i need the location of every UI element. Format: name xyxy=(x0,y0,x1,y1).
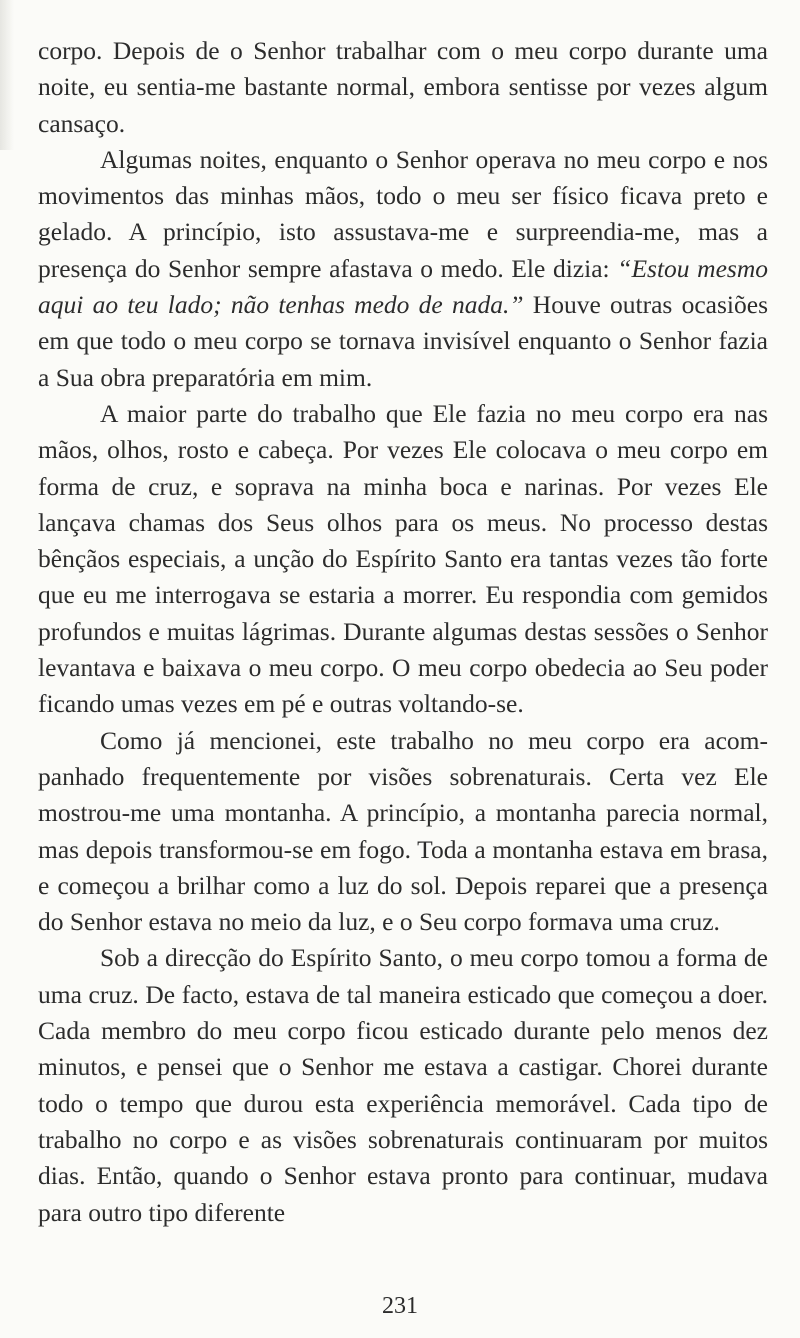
body-text xyxy=(38,33,768,1231)
paragraph-1-text: corpo. Depois de o Senhor trabalhar com o meu corpo durante uma noite, eu sentia-me bastante normal, embora sentisse por vezes algum cansaço. xyxy=(38,36,768,138)
page-number: 231 xyxy=(382,1293,418,1319)
paragraph-2-text-end: Houve outras ocasiões em que todo o meu corpo se tornava invisível enquanto o Senhor fazia a Sua obra preparatória em mim. xyxy=(38,290,768,392)
page-edge-shadow xyxy=(0,0,14,150)
paragraph-2-text-start: Algumas noites, enquanto o Senhor operava no meu corpo e nos movimentos das minhas mãos, todo o meu ser físico ficava preto e gelado. A princípio, isto assustava-me e surpreendia-me, mas a presença do Senhor sempre afastava o medo. Ele dizia: xyxy=(38,144,768,283)
paragraph-1 xyxy=(38,33,768,142)
paragraph-5 xyxy=(38,940,768,1230)
paragraph-3-text: A maior parte do trabalho que Ele fazia no meu corpo era nas mãos, olhos, rosto e cabeça. Por vezes Ele colocava o meu corpo em forma de cruz, e soprava na minha boca e narinas. Por vezes Ele lançava chamas dos Seus olhos para os meus. No processo destas bênçãos especiais, a unção do Espírito Santo era tantas vezes tão forte que eu me interrogava se estaria a morrer. Eu respondia com gemidos profundos e muitas lágrimas. Durante algumas destas sessões o Senhor levantava e baixava o meu corpo. O meu corpo obedecia ao Seu poder ficando umas vezes em pé e outras voltando-se. xyxy=(38,398,768,719)
paragraph-4 xyxy=(38,723,768,941)
paragraph-2 xyxy=(38,142,768,396)
paragraph-3 xyxy=(38,396,768,723)
paragraph-4-text: Como já mencionei, este trabalho no meu corpo era acompanhado frequentemente por visões sobrenaturais. Certa vez Ele mostrou-me uma montanha. A princípio, a montanha parecia normal, mas depois transformou-se em fogo. Toda a montanha estava em brasa, e começou a brilhar como a luz do sol. Depois reparei que a presença do Senhor estava no meio da luz, e o Seu corpo formava uma cruz. xyxy=(38,725,768,937)
paragraph-5-text: Sob a direcção do Espírito Santo, o meu corpo tomou a forma de uma cruz. De facto, estava de tal maneira esticado que começou a doer. Cada membro do meu corpo ficou esticado durante pelo menos dez minutos, e pensei que o Senhor me estava a castigar. Chorei durante todo o tempo que durou esta experiência memorável. Cada tipo de trabalho no corpo e as visões sobrenaturais continuaram por muitos dias. Então, quando o Senhor estava pronto para continuar, mudava para outro tipo diferente xyxy=(38,943,768,1227)
paragraph-2-quote: “Estou mesmo aqui ao teu lado; não tenhas medo de nada.” xyxy=(38,253,768,320)
